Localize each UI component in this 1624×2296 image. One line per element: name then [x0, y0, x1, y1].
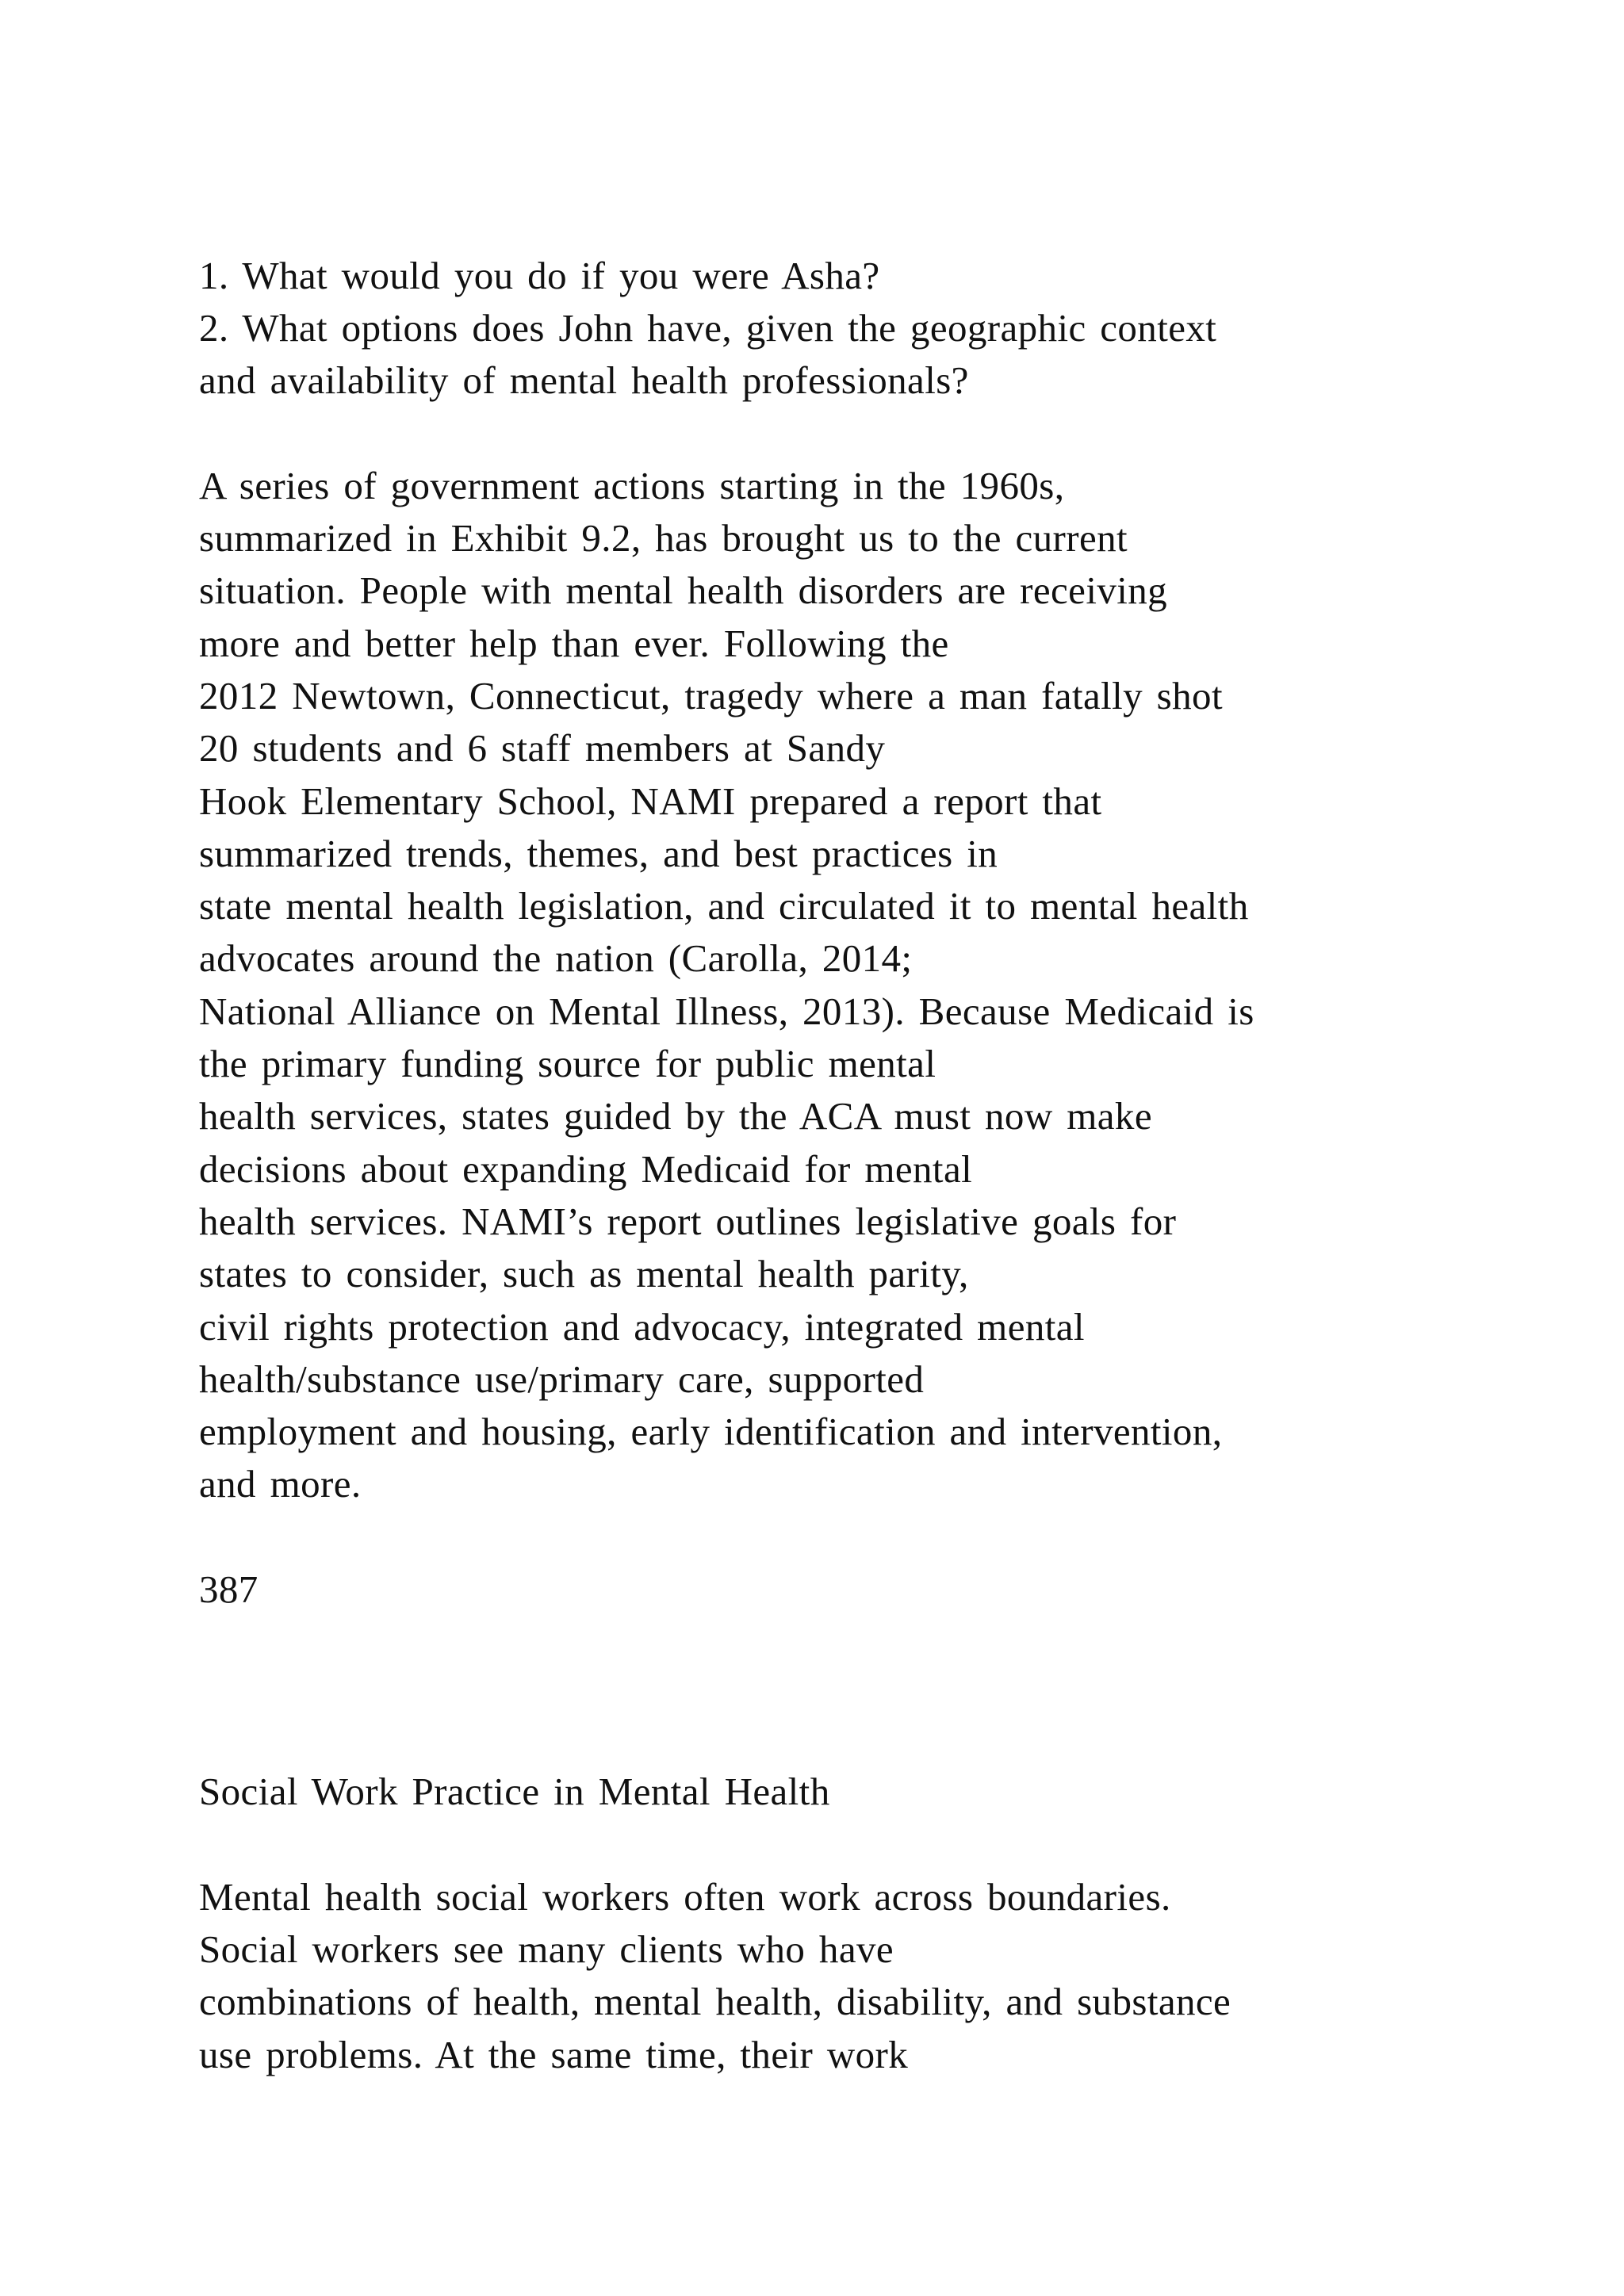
paragraph-line: employment and housing, early identification and intervention, — [199, 1410, 1223, 1453]
question-line: 1. What would you do if you were Asha? — [199, 254, 880, 297]
paragraph-line: more and better help than ever. Following the — [199, 622, 949, 665]
paragraph-line: Mental health social workers often work across boundaries. — [199, 1875, 1171, 1919]
paragraph-line: 2012 Newtown, Connecticut, tragedy where a man fatally shot — [199, 674, 1223, 718]
paragraph-line: states to consider, such as mental health parity, — [199, 1252, 969, 1295]
paragraph-line: National Alliance on Mental Illness, 2013). Because Medicaid is — [199, 989, 1254, 1033]
paragraph-line: decisions about expanding Medicaid for mental — [199, 1147, 973, 1191]
paragraph-line: Hook Elementary School, NAMI prepared a report that — [199, 779, 1102, 823]
paragraph-line: advocates around the nation (Carolla, 2014; — [199, 936, 913, 980]
paragraph-line: health/substance use/primary care, supported — [199, 1357, 925, 1401]
paragraph-line: state mental health legislation, and circulated it to mental health — [199, 884, 1249, 928]
page-number: 387 — [199, 1567, 259, 1611]
paragraph-line: health services, states guided by the ACA must now make — [199, 1094, 1152, 1138]
paragraph-line: civil rights protection and advocacy, integrated mental — [199, 1305, 1085, 1349]
paragraph-line: combinations of health, mental health, disability, and substance — [199, 1980, 1231, 2023]
paragraph-line: and more. — [199, 1462, 362, 1506]
section-heading: Social Work Practice in Mental Health — [199, 1770, 830, 1813]
paragraph-line: health services. NAMI’s report outlines legislative goals for — [199, 1200, 1177, 1243]
paragraph-line: Social workers see many clients who have — [199, 1927, 894, 1971]
paragraph-line: summarized trends, themes, and best practices in — [199, 832, 998, 875]
paragraph-line: A series of government actions starting in the 1960s, — [199, 464, 1065, 507]
paragraph-line: use problems. At the same time, their work — [199, 2033, 909, 2076]
paragraph-line: 20 students and 6 staff members at Sandy — [199, 726, 886, 770]
question-line: and availability of mental health professionals? — [199, 358, 969, 402]
paragraph-line: summarized in Exhibit 9.2, has brought us to the current — [199, 516, 1128, 560]
question-line: 2. What options does John have, given the geographic context — [199, 306, 1217, 350]
paragraph-line: situation. People with mental health disorders are receiving — [199, 568, 1168, 612]
paragraph-line: the primary funding source for public mental — [199, 1042, 936, 1085]
